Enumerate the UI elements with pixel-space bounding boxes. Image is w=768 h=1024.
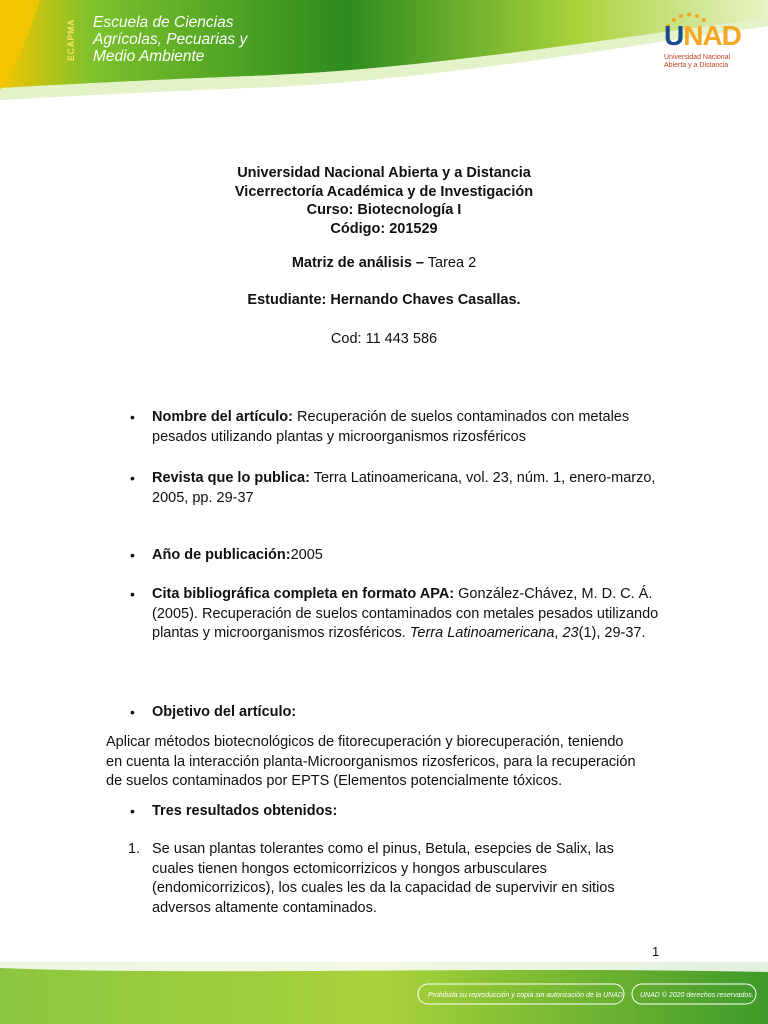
bullet-objective	[152, 703, 662, 723]
unad-logo	[660, 12, 744, 72]
student-name: Estudiante: Hernando Chaves Casallas.	[247, 292, 521, 308]
citation-text: González-Chávez, M. D. C. Á. (2005). Recuperación de suelos contaminados con metales pesados utilizando plantas y microorganismos rizosféricos.	[152, 586, 659, 641]
title-line-vicerrectoria: Vicerrectoría Académica y de Investigación	[234, 183, 534, 200]
bullet-article-name	[152, 408, 662, 447]
article-name-value: Recuperación de suelos contaminados con metales pesados utilizando plantas y microorganismos rizosféricos	[152, 409, 630, 445]
result-1-number: 1.	[128, 841, 141, 857]
title-line-course: Curso: Biotecnología I	[306, 202, 462, 218]
subject-value: Tarea 2	[427, 255, 477, 271]
journal-value: Terra Latinoamericana, vol. 23, núm. 1, enero-marzo, 2005, pp. 29-37	[152, 470, 656, 506]
article-name-label: Nombre del artículo:	[152, 409, 293, 425]
year-label: Año de publicación:	[152, 547, 291, 563]
bullet-year	[152, 546, 662, 566]
page-number: 1	[652, 944, 660, 959]
year-value: 2005	[290, 547, 323, 563]
title-line-code: Código: 201529	[330, 220, 438, 237]
subject-label: Matriz de análisis –	[291, 255, 424, 271]
ecapma-label: ECAPMA	[66, 19, 76, 62]
citation-label: Cita bibliográfica completa en formato APA:	[152, 586, 455, 602]
school-line-2: Agrícolas, Pecuarias y	[93, 31, 248, 48]
results-label: Tres resultados obtenidos:	[152, 803, 338, 819]
logo-wordmark: UNAD	[664, 20, 741, 51]
school-line-1: Escuela de Ciencias	[93, 14, 234, 31]
title-line-university: Universidad Nacional Abierta y a Distancia	[237, 165, 531, 181]
journal-label: Revista que lo publica:	[152, 470, 310, 486]
result-item-1	[128, 840, 642, 918]
objective-text: Aplicar métodos biotecnológicos de fitorecuperación y biorecuperación, teniendo en cuenta la interacción planta-Microorganismos rizosfericos, para la recuperación de suelos contaminados por EPTS (Elementos potencialmente tóxicos.	[106, 734, 636, 789]
bullet-results	[152, 802, 662, 822]
logo-subtitle: Universidad Nacional Abierta y a Distancia	[664, 54, 731, 69]
document-title	[0, 164, 768, 238]
bullet-citation: • Cita bibliográfica completa en formato APA: González-Chávez, M. D. C. Á. (2005). Recuperación de suelos contaminados con metales pesados utilizando plantas y microorganismos rizosféricos. Terra Latinoamericana, 23(1), 29-37.	[152, 585, 662, 644]
footer-copyright: UNAD © 2020 derechos reservados.	[640, 992, 754, 999]
school-name	[93, 14, 247, 65]
subject-line	[0, 255, 768, 271]
result-1-text: Se usan plantas tolerantes como el pinus, Betula, esepcies de Salix, las cuales tienen hongos ectomicorrizicos y hongos arbusculares (endomicorrizicos), los cuales les da la capacidad de supervivir en sitios adversos altamente contaminados.	[152, 841, 615, 916]
citation-volume: 23	[562, 625, 579, 641]
school-line-3: Medio Ambiente	[93, 48, 205, 65]
footer-notice: Prohibida su reproducción y copia sin autorización de la UNAD.	[428, 992, 625, 999]
objective-label: Objetivo del artículo:	[152, 704, 297, 720]
citation-journal: Terra Latinoamericana	[409, 625, 555, 641]
citation-tail: (1), 29-37.	[578, 625, 646, 641]
bullet-journal	[152, 469, 662, 508]
student-code: Cod: 11 443 586	[330, 331, 438, 347]
